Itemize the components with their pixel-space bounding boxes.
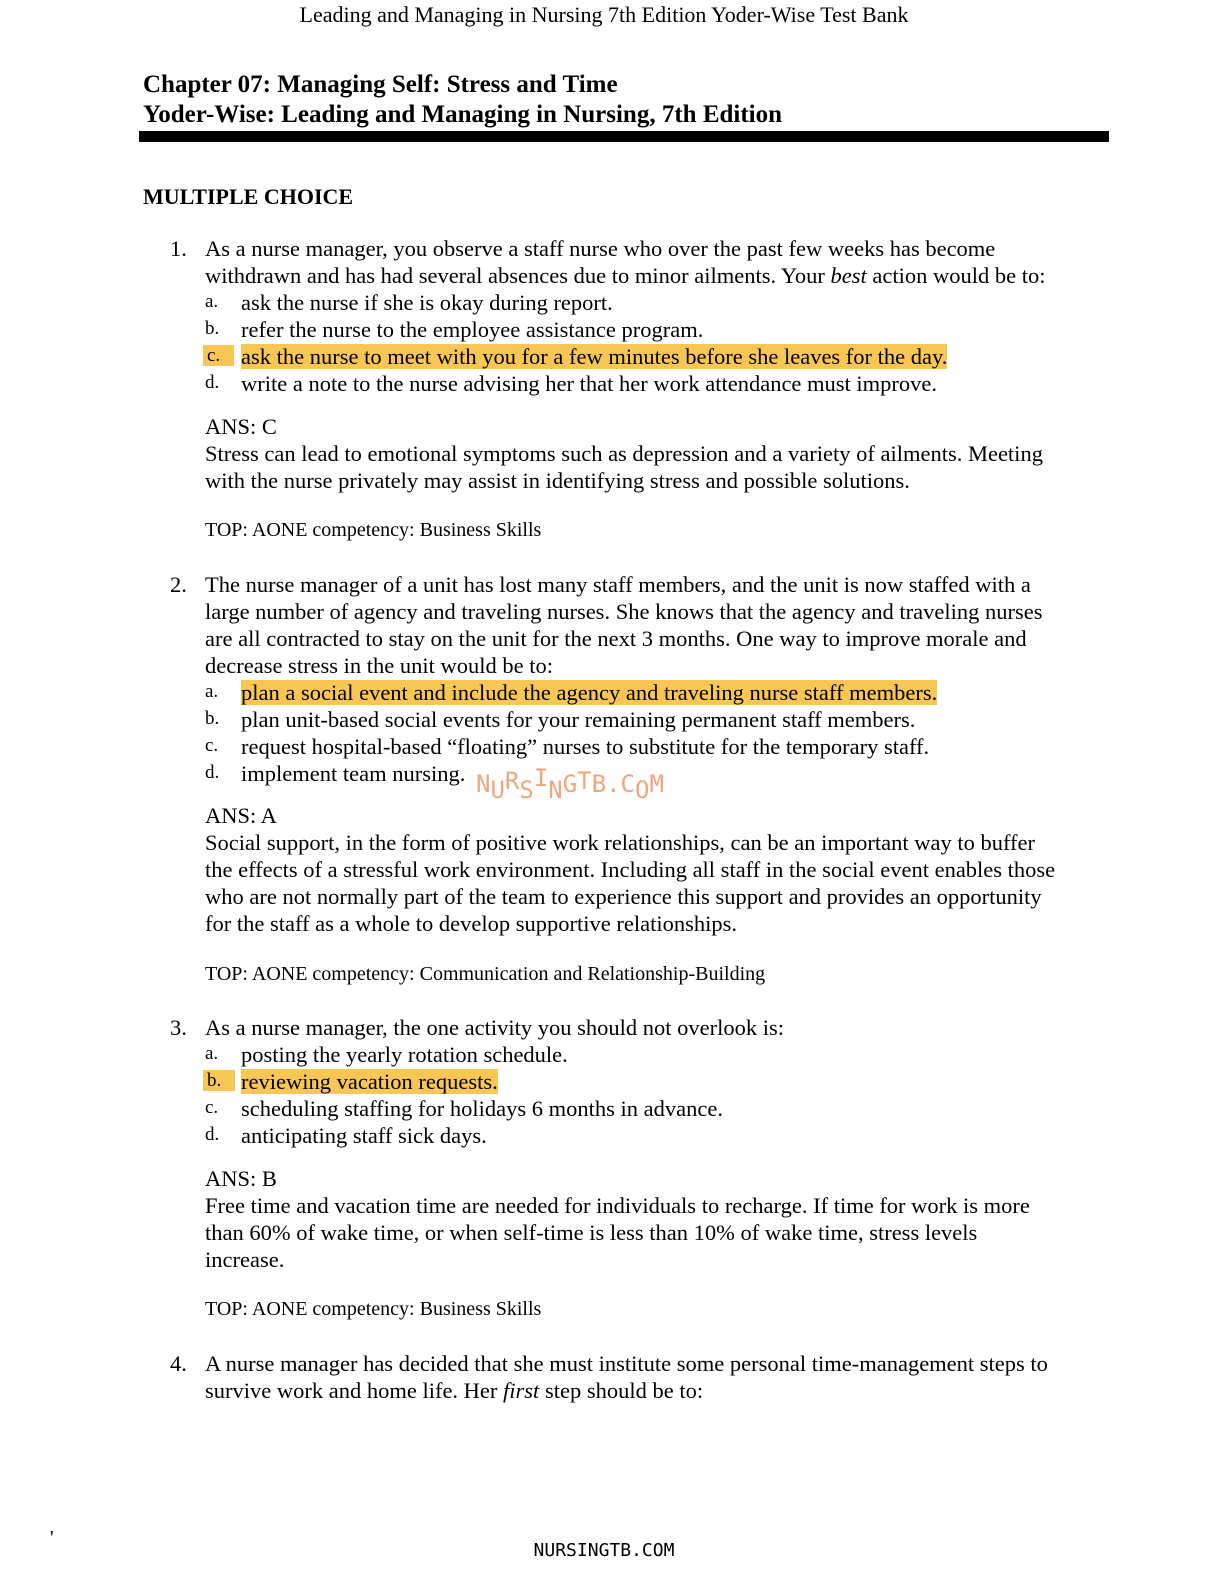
rationale: with the nurse privately may assist in identifying stress and possible solutions.	[205, 468, 910, 493]
topic-tag: TOP: AONE competency: Communication and Relationship-Building	[205, 963, 766, 985]
watermark	[476, 764, 664, 804]
watermark-letter: T	[577, 767, 592, 795]
question-number: 3.	[170, 1015, 187, 1040]
option-letter: d.	[205, 1124, 220, 1145]
watermark-letter: O	[634, 776, 650, 804]
highlight: ask the nurse to meet with you for a few minutes before she leaves for the day.	[241, 344, 948, 369]
watermark-letter: N	[548, 776, 563, 804]
option-letter: c.	[205, 1097, 219, 1118]
section-heading: MULTIPLE CHOICE	[143, 184, 354, 209]
answer-key: ANS: A	[205, 803, 277, 828]
watermark-letter: N	[476, 770, 491, 798]
topic-tag: TOP: AONE competency: Business Skills	[205, 1298, 542, 1320]
highlight: c.	[203, 345, 234, 366]
option-text-correct	[241, 343, 947, 370]
watermark-letter: M	[649, 770, 664, 798]
rationale: who are not normally part of the team to experience this support and provides an opportunity	[205, 884, 1042, 909]
highlight: plan a social event and include the agency and traveling nurse staff members.	[241, 680, 938, 705]
option-letter: d.	[205, 372, 220, 393]
question-stem: are all contracted to stay on the unit for the next 3 months. One way to improve morale and	[205, 626, 1027, 651]
highlight: reviewing vacation requests.	[241, 1069, 498, 1094]
option-text: anticipating staff sick days.	[241, 1123, 487, 1148]
option-text: plan unit-based social events for your remaining permanent staff members.	[241, 707, 916, 732]
option-text: implement team nursing.	[241, 761, 466, 786]
option-letter: a.	[205, 291, 219, 312]
question-number: 2.	[170, 572, 187, 597]
option-letter: b.	[205, 318, 220, 339]
question-stem: decrease stress in the unit would be to:	[205, 653, 554, 678]
option-letter	[205, 1070, 235, 1092]
page-header: Leading and Managing in Nursing 7th Edition Yoder-Wise Test Bank	[299, 2, 909, 27]
option-letter	[205, 345, 234, 367]
option-letter: a.	[205, 681, 219, 702]
option-text: request hospital-based “floating” nurses to substitute for the temporary staff.	[241, 734, 930, 759]
watermark-letter: G	[562, 770, 578, 798]
watermark-letter: S	[519, 776, 534, 804]
question-stem: large number of agency and traveling nurses. She knows that the agency and traveling nurses	[205, 599, 1043, 624]
emphasis: best	[830, 263, 867, 288]
watermark-letter: R	[504, 767, 520, 795]
rationale: Stress can lead to emotional symptoms such as depression and a variety of ailments. Meeting	[205, 441, 1043, 466]
topic-tag: TOP: AONE competency: Business Skills	[205, 519, 542, 541]
question-number: 1.	[170, 236, 187, 261]
rationale: the effects of a stressful work environment. Including all staff in the social event enables those	[205, 857, 1056, 882]
option-text-correct	[241, 1068, 498, 1095]
emphasis: first	[503, 1378, 540, 1403]
option-text: refer the nurse to the employee assistance program.	[241, 317, 704, 342]
rationale: Free time and vacation time are needed for individuals to recharge. If time for work is more	[205, 1193, 1030, 1218]
answer-key: ANS: B	[205, 1166, 277, 1191]
answer-key: ANS: C	[205, 414, 277, 439]
option-letter: a.	[205, 1043, 219, 1064]
watermark-letter: C	[620, 770, 635, 798]
rationale: Social support, in the form of positive work relationships, can be an important way to buffer	[205, 830, 1036, 855]
option-text: posting the yearly rotation schedule.	[241, 1042, 568, 1067]
question-stem: As a nurse manager, you observe a staff nurse who over the past few weeks has become	[205, 236, 996, 261]
highlight: b.	[203, 1070, 235, 1091]
watermark-letter: U	[490, 776, 505, 804]
option-letter: b.	[205, 708, 220, 729]
page-footer: NURSINGTB.COM	[533, 1540, 675, 1561]
question-stem: withdrawn and has had several absences due to minor ailments. Your best action would be to:	[205, 263, 1046, 288]
option-text-correct	[241, 679, 937, 706]
chapter-title: Chapter 07: Managing Self: Stress and Time	[143, 71, 618, 98]
option-text: write a note to the nurse advising her that her work attendance must improve.	[241, 371, 938, 396]
option-letter: c.	[205, 735, 219, 756]
book-title: Yoder-Wise: Leading and Managing in Nursing, 7th Edition	[143, 101, 783, 128]
stray-mark: '	[50, 1527, 54, 1549]
question-stem: The nurse manager of a unit has lost many staff members, and the unit is now staffed with a	[205, 572, 1031, 597]
watermark-letter: .	[606, 770, 621, 798]
option-text: scheduling staffing for holidays 6 months in advance.	[241, 1096, 723, 1121]
question-stem: survive work and home life. Her first step should be to:	[205, 1378, 704, 1403]
option-text: ask the nurse if she is okay during report.	[241, 290, 613, 315]
rationale: for the staff as a whole to develop supportive relationships.	[205, 911, 737, 936]
question-number: 4.	[170, 1351, 187, 1376]
watermark-letter: B	[591, 770, 607, 798]
watermark-letter: I	[533, 764, 549, 792]
title-rule	[139, 131, 1109, 142]
question-stem: A nurse manager has decided that she must institute some personal time-management steps to	[205, 1351, 1048, 1376]
rationale: than 60% of wake time, or when self-time is less than 10% of wake time, stress levels	[205, 1220, 978, 1245]
question-stem: As a nurse manager, the one activity you should not overlook is:	[205, 1015, 784, 1040]
rationale: increase.	[205, 1247, 285, 1272]
option-letter: d.	[205, 762, 220, 783]
